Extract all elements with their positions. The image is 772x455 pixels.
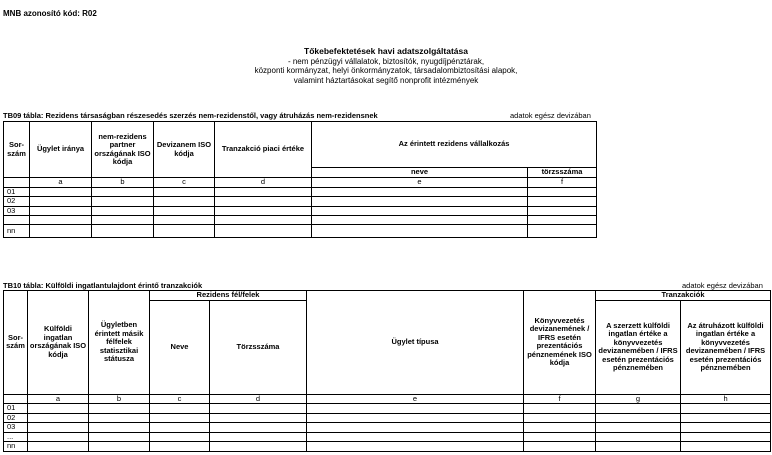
- tb09-letter-a: a: [30, 178, 92, 188]
- table-row: [4, 206, 597, 216]
- table-cell[interactable]: [89, 442, 150, 452]
- table-cell[interactable]: [307, 413, 524, 423]
- tb10-letter-c: c: [150, 394, 210, 404]
- table-row: [4, 225, 597, 238]
- table-cell[interactable]: [681, 423, 771, 433]
- tb10-header-e: Ügylet típusa: [307, 291, 524, 395]
- table-cell[interactable]: [596, 423, 681, 433]
- tb10-row-label: 03: [4, 423, 28, 433]
- table-cell[interactable]: [30, 216, 92, 225]
- table-cell[interactable]: [154, 216, 215, 225]
- tb10-header-d: Törzsszáma: [210, 300, 307, 394]
- table-cell[interactable]: [215, 225, 312, 238]
- table-cell[interactable]: [312, 206, 528, 216]
- table-cell[interactable]: [150, 423, 210, 433]
- table-cell[interactable]: [528, 197, 597, 207]
- tb10-header-sorszam: Sor-szám: [4, 291, 28, 395]
- tb09-row-label: 03: [4, 206, 30, 216]
- tb10-letter-d: d: [210, 394, 307, 404]
- table-cell[interactable]: [215, 187, 312, 197]
- tb09-header-c: Devizanem ISO kódja: [154, 122, 215, 178]
- table-cell[interactable]: [28, 404, 89, 414]
- tb10-header-h: Az átruházott külföldi ingatlan értéke a könyvvezetés devizanemében / IFRS esetén prezentációs pénznemében: [681, 300, 771, 394]
- table-cell[interactable]: [528, 225, 597, 238]
- table-cell[interactable]: [681, 413, 771, 423]
- table-cell[interactable]: [528, 216, 597, 225]
- table-cell[interactable]: [681, 404, 771, 414]
- tb09-header-sorszam: Sor-szám: [4, 122, 30, 178]
- table-cell[interactable]: [215, 206, 312, 216]
- table-cell[interactable]: [150, 413, 210, 423]
- table-cell[interactable]: [92, 197, 154, 207]
- table-cell[interactable]: [89, 404, 150, 414]
- form-title-line-2: - nem pénzügyi vállalatok, biztosítók, nyugdíjpénztárak,: [287, 56, 485, 66]
- tb10-header-g: A szerzett külföldi ingatlan értéke a könyvvezetés devizanemében / IFRS esetén prezentációs pénznemében: [596, 300, 681, 394]
- tb10-letter-h: h: [681, 394, 771, 404]
- table-cell[interactable]: [154, 206, 215, 216]
- table-row: [4, 404, 771, 414]
- table-cell[interactable]: [150, 442, 210, 452]
- tb10-header-a: Külföldi ingatlan országának ISO kódja: [28, 291, 89, 395]
- table-cell[interactable]: [210, 404, 307, 414]
- table-cell[interactable]: [89, 432, 150, 442]
- tb10-row-label: nn: [4, 442, 28, 452]
- table-cell[interactable]: [89, 423, 150, 433]
- table-cell[interactable]: [28, 432, 89, 442]
- table-cell[interactable]: [28, 442, 89, 452]
- tb09-letter-d: d: [215, 178, 312, 188]
- table-cell[interactable]: [154, 225, 215, 238]
- form-title-line-4: valamint háztartásokat segítő nonprofit intézmények: [293, 75, 479, 85]
- tb09-letter-e: e: [312, 178, 528, 188]
- tb09-header-group-ef: Az érintett rezidens vállalkozás: [312, 122, 597, 168]
- tb10-row-label: ...: [4, 432, 28, 442]
- table-cell[interactable]: [30, 187, 92, 197]
- table-cell[interactable]: [92, 206, 154, 216]
- tb10-header-c: Neve: [150, 300, 210, 394]
- tb09-table: [3, 121, 597, 238]
- table-cell[interactable]: [30, 206, 92, 216]
- table-cell[interactable]: [596, 404, 681, 414]
- table-row: [4, 413, 771, 423]
- tb10-header-b: Ügyletben érintett másik félfelek statisztikai státusza: [89, 291, 150, 395]
- table-cell[interactable]: [92, 225, 154, 238]
- table-row: [4, 442, 771, 452]
- table-cell[interactable]: [524, 423, 596, 433]
- table-cell[interactable]: [528, 206, 597, 216]
- table-cell[interactable]: [215, 197, 312, 207]
- table-cell[interactable]: [596, 442, 681, 452]
- form-title: [0, 47, 772, 85]
- tb09-header-d: Tranzakció piaci értéke: [215, 122, 312, 178]
- table-cell[interactable]: [28, 423, 89, 433]
- table-cell[interactable]: [215, 216, 312, 225]
- table-cell[interactable]: [92, 187, 154, 197]
- table-cell[interactable]: [210, 442, 307, 452]
- tb09-row-label: 01: [4, 187, 30, 197]
- tb09-header-f: törzsszáma: [528, 168, 597, 178]
- table-cell[interactable]: [154, 187, 215, 197]
- table-cell[interactable]: [312, 187, 528, 197]
- table-cell[interactable]: [528, 187, 597, 197]
- tb10-letter-blank: [4, 394, 28, 404]
- table-cell[interactable]: [307, 423, 524, 433]
- tb09-title: TB09 tábla: Rezidens társaságban részesedés szerzés nem-rezidenstől, vagy átruházás nem-rezidensnek: [3, 111, 378, 120]
- table-cell[interactable]: [524, 432, 596, 442]
- table-cell[interactable]: [150, 404, 210, 414]
- table-cell[interactable]: [30, 197, 92, 207]
- table-cell[interactable]: [154, 197, 215, 207]
- mnb-code-label: MNB azonosító kód: R02: [3, 9, 97, 18]
- table-cell[interactable]: [307, 404, 524, 414]
- table-cell[interactable]: [312, 216, 528, 225]
- table-cell[interactable]: [596, 432, 681, 442]
- tb10-letter-g: g: [596, 394, 681, 404]
- table-cell[interactable]: [210, 423, 307, 433]
- table-cell[interactable]: [150, 432, 210, 442]
- tb10-letter-e: e: [307, 394, 524, 404]
- tb10-letter-a: a: [28, 394, 89, 404]
- table-cell[interactable]: [307, 432, 524, 442]
- tb10-title: TB10 tábla: Külföldi ingatlantulajdont érintő tranzakciók: [3, 281, 203, 290]
- tb09-unit-note: adatok egész devizában: [510, 111, 591, 120]
- table-cell[interactable]: [524, 442, 596, 452]
- tb09-row-label: 02: [4, 197, 30, 207]
- tb09-row-label: nn: [4, 225, 30, 238]
- table-cell[interactable]: [524, 404, 596, 414]
- tb10-row-label: 02: [4, 413, 28, 423]
- tb09-header-e: neve: [312, 168, 528, 178]
- table-cell[interactable]: [312, 197, 528, 207]
- table-row: [4, 216, 597, 225]
- table-row: [4, 187, 597, 197]
- table-cell[interactable]: [681, 442, 771, 452]
- tb10-letter-f: f: [524, 394, 596, 404]
- table-cell[interactable]: [524, 413, 596, 423]
- table-cell[interactable]: [89, 413, 150, 423]
- table-row: [4, 432, 771, 442]
- table-cell[interactable]: [210, 432, 307, 442]
- table-row: [4, 423, 771, 433]
- tb09-header-b: nem-rezidens partner országának ISO kódja: [92, 122, 154, 178]
- tb09-header-a: Ügylet iránya: [30, 122, 92, 178]
- tb10-header-f: Könyvvezetés devizanemének / IFRS esetén prezentációs pénznemének ISO kódja: [524, 291, 596, 395]
- tb10-header-group-gh: Tranzakciók: [596, 291, 771, 301]
- table-row: [4, 197, 597, 207]
- tb09-letter-f: f: [528, 178, 597, 188]
- table-cell[interactable]: [307, 442, 524, 452]
- tb10-letter-b: b: [89, 394, 150, 404]
- form-title-line-1: Tőkebefektetések havi adatszolgáltatása: [304, 46, 468, 56]
- tb09-row-label: [4, 216, 30, 225]
- tb09-letter-blank: [4, 178, 30, 188]
- table-cell[interactable]: [92, 216, 154, 225]
- table-cell[interactable]: [681, 432, 771, 442]
- table-cell[interactable]: [210, 413, 307, 423]
- tb10-row-label: 01: [4, 404, 28, 414]
- table-cell[interactable]: [596, 413, 681, 423]
- form-title-line-3: központi kormányzat, helyi önkormányzatok, társadalombiztosítási alapok,: [254, 66, 518, 76]
- tb09-letter-c: c: [154, 178, 215, 188]
- table-cell[interactable]: [28, 413, 89, 423]
- tb10-table: [3, 290, 771, 452]
- table-cell[interactable]: [312, 225, 528, 238]
- tb10-header-group-cd: Rezidens fél/felek: [150, 291, 307, 301]
- tb10-unit-note: adatok egész devizában: [682, 281, 763, 290]
- table-cell[interactable]: [30, 225, 92, 238]
- tb09-letter-b: b: [92, 178, 154, 188]
